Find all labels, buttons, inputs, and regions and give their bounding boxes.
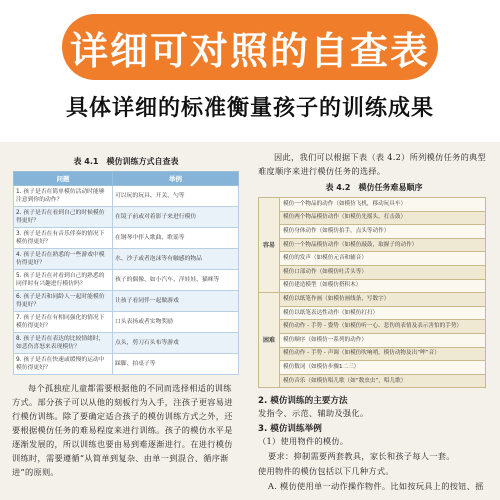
example-cell: 可以玩的玩具、开关、勺等 xyxy=(113,186,239,207)
table-row xyxy=(14,291,239,312)
book-page-photo xyxy=(0,142,500,500)
table-row xyxy=(259,279,486,293)
task-cell: 模仿口部动作（如模仿吐舌头等） xyxy=(280,265,486,279)
task-cell: 模仿动作 - 手势 - 声调（如模仿吹响哨，模仿动物及出“哞”音） xyxy=(280,347,486,361)
table-row xyxy=(14,186,239,207)
task-difficulty-table xyxy=(258,197,486,388)
table-4-2-caption: 表 4.2 模仿任务难易顺序 xyxy=(325,183,423,192)
example-cell: 点头，剪刀石头布等游戏 xyxy=(113,333,239,354)
task-cell: 模仿以纸笔表达性动作（如模仿打扫） xyxy=(280,306,486,320)
task-cell: 模仿动作 - 手势 - 姿势（如模仿听一心、悲伤的表情及表示害怕的手势） xyxy=(280,320,486,334)
task-cell: 模仿数词（如模仿步骤1二三） xyxy=(280,361,486,375)
question-cell: 7. 孩子是否在有相同强化的情况下模仿得更好？ xyxy=(14,312,113,333)
table-row xyxy=(259,252,486,266)
table-row xyxy=(259,374,486,388)
example-cell: 水、沙子或者泡沫等有触感的物品 xyxy=(113,249,239,270)
table-row xyxy=(14,312,239,333)
table-row xyxy=(14,270,239,291)
sub-1-heading: （1）使用物件的模仿。 xyxy=(258,436,349,447)
example-cell: 踩脚、拍桌子等 xyxy=(113,354,239,375)
level-hard: 困难 xyxy=(259,293,280,388)
table-row xyxy=(259,198,486,212)
table-row xyxy=(14,249,239,270)
question-cell: 9. 孩子是否在快速或缓慢的运动中模仿得更好？ xyxy=(14,354,113,375)
sub-1-body-2: A. 模仿使用单一动作操作物件。比如按玩具上的按钮、摇 xyxy=(268,481,484,492)
subtitle: 具体详细的标准衡量孩子的训练成果 xyxy=(65,96,434,121)
table-row xyxy=(14,207,239,228)
table-row xyxy=(259,265,486,279)
task-cell: 模仿顺序（如模仿一系列的动作） xyxy=(280,333,486,347)
example-cell: 在镜子前或对着影子来进行模仿 xyxy=(113,207,239,228)
section-2-body: 发指令、示范、辅助及强化。 xyxy=(258,408,369,419)
question-cell: 6. 孩子是否和同龄人一起时能模仿得更好？ xyxy=(14,291,113,312)
example-cell: 口头表扬或者实物奖励 xyxy=(113,312,239,333)
right-page-column xyxy=(258,142,490,494)
table-row xyxy=(14,333,239,354)
table-row xyxy=(14,228,239,249)
table-row xyxy=(259,211,486,225)
sub-1-body-1: 使用物件的模仿包括以下几种方式。 xyxy=(258,466,394,477)
left-page-column xyxy=(10,142,242,479)
section-2-heading: 2. 模仿训练的主要方法 xyxy=(258,396,348,407)
banner-title: 详细可对照的自查表 xyxy=(69,28,430,73)
table-4-1-caption: 表 4.1 模仿训练方式自查表 xyxy=(73,157,179,166)
question-cell: 3. 孩子是否在有音乐伴奏的情况下模仿得更好？ xyxy=(14,228,113,249)
example-cell: 在钢琴中伴入歌曲、歌谣等 xyxy=(113,228,239,249)
table-row xyxy=(259,293,486,307)
table-row xyxy=(259,361,486,375)
task-cell: 模仿的发声（如模仿元音和辅音） xyxy=(280,252,486,266)
column-header-question: 问题 xyxy=(14,172,113,186)
column-header-example: 举例 xyxy=(113,172,239,186)
example-cell: 孩子的偶像、如小汽车、洋娃娃、猫咪等 xyxy=(113,270,239,291)
table-row xyxy=(259,347,486,361)
right-intro-paragraph: 因此，我们可以根据下表（表 4.2）所列模仿任务的典型难度顺序来进行模仿任务的选择。 xyxy=(258,152,487,176)
level-easy: 容易 xyxy=(259,198,280,293)
task-cell: 模仿建造模型（如模仿搭积木） xyxy=(280,279,486,293)
task-cell: 模仿一个物品模仿动作（如模仿敲鼓，取握子的动作） xyxy=(280,238,486,252)
question-cell: 4. 孩子是否在熟悉的一些游戏中模仿得更好？ xyxy=(14,249,113,270)
task-cell: 模仿音乐（如模仿唱儿歌（如“数虫虫”，唱儿歌） xyxy=(280,374,486,388)
task-cell: 模仿两个物品模仿动作（如模仿先摇头，打击鼓） xyxy=(280,211,486,225)
sub-1-requirement: 要求：抑制需要两套教具，家长和孩子每人一套。 xyxy=(268,451,455,462)
task-cell: 模仿以纸笔作画（如模仿画线条，写数字） xyxy=(280,293,486,307)
question-cell: 1. 孩子是否在简单模仿活动时能够注意到你的动作？ xyxy=(14,186,113,207)
example-cell: 让孩子看同伴一起做游戏 xyxy=(113,291,239,312)
question-cell: 2. 孩子是否在看到自己的时候模仿得更好？ xyxy=(14,207,113,228)
imitation-self-check-table xyxy=(13,171,239,375)
table-row xyxy=(14,354,239,375)
table-row xyxy=(259,306,486,320)
title-banner xyxy=(62,14,438,80)
table-row xyxy=(259,225,486,239)
left-body-paragraph: 每个孤独症儿童都需要根据他的不同而选择相适的训练方式。部分孩子可以从他的刻板行为入手，注孩子更容易进行模仿训练。除了要确定适合孩子的模仿训练方式之外，还要根据模仿任务的难易程度来进行训练。孩子的模仿水平是逐渐发展的，所以训练也要由易到难逐渐进行。在进行模仿训练时，需要遵循“从简单到复杂、由单一到混合、循序渐进”的原则。 xyxy=(12,383,233,477)
task-cell: 模仿一个物品的动作（如模仿飞机，移动玩具车） xyxy=(280,198,486,212)
question-cell: 5. 孩子是否在对看到自己的熟悉的同伴时有兴趣进行模仿吗？ xyxy=(14,270,113,291)
question-cell: 8. 孩子是否在表达的比较情绪时，如悲伤喜怒来表现模仿？ xyxy=(14,333,113,354)
table-row xyxy=(259,320,486,334)
task-cell: 模仿身体动作（如模仿拍手，点头等动作） xyxy=(280,225,486,239)
section-3-heading: 3. 模仿训练举例 xyxy=(258,424,322,435)
table-row xyxy=(259,333,486,347)
table-row xyxy=(259,238,486,252)
